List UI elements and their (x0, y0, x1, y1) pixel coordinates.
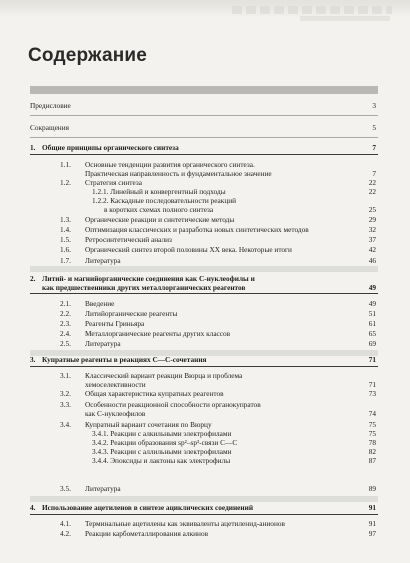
chapter-page: 91 (368, 503, 376, 512)
chapter-title: Купратные реагенты в реакциях С—С-сочетания (42, 355, 207, 364)
section-number: 1.1. (60, 160, 71, 169)
section-number: 1.6. (60, 245, 71, 254)
section-title: Основные тенденции развития органического синтеза. (85, 160, 255, 169)
section-page: 37 (368, 235, 376, 244)
subsection-page: 25 (368, 205, 376, 214)
section-title: Терминальные ацетилены как эквиваленты ацетиленид-анионов (85, 519, 285, 528)
section-number: 2.1. (60, 299, 71, 308)
section-title: Литература (85, 256, 121, 265)
section-page: 97 (368, 529, 376, 538)
toc-entry-title: Сокращения (30, 123, 69, 132)
section-title: Общая характеристика купратных реагентов (85, 389, 224, 398)
section-title: Введение (85, 299, 115, 308)
chapter-page: 71 (368, 355, 376, 364)
section-title: Органические реакции и синтетические методы (85, 215, 235, 224)
section-number: 3.1. (60, 371, 71, 380)
chapter-title: Использование ацетиленов в синтезе ациклических соединений (42, 503, 254, 512)
toc-entry-page: 3 (372, 101, 376, 110)
section-title: Оптимизация классических и разработка новых синтетических методов (85, 225, 309, 234)
chapter-title: Литий- и магнийорганические соединения как С-нуклеофилы и (42, 274, 255, 283)
section-page: 49 (368, 299, 376, 308)
section-title: Купратный вариант сочетания по Вюрцу (85, 420, 212, 429)
section-page: 32 (368, 225, 376, 234)
subsection-title: 3.4.1. Реакции с алкильными электрофилами (92, 429, 232, 438)
chapter-number: 1. (30, 143, 36, 152)
section-number: 2.5. (60, 339, 71, 348)
section-page: 89 (368, 484, 376, 493)
ghost-text-strip (232, 6, 392, 14)
divider (30, 115, 378, 116)
section-title: Стратегия синтеза (85, 178, 142, 187)
subsection-title: 3.4.2. Реакции образования sp²–sp³-связи С—С (92, 438, 238, 447)
section-number: 3.4. (60, 420, 71, 429)
chapter-rule (30, 366, 378, 367)
section-number: 1.5. (60, 235, 71, 244)
chapter-separator (30, 496, 378, 502)
section-number: 1.7. (60, 256, 71, 265)
chapter-page: 7 (372, 143, 376, 152)
section-title: Ретросинтетический анализ (85, 235, 172, 244)
section-title: Реакции карбометаллирования алкинов (85, 529, 209, 538)
section-page: 61 (368, 319, 376, 328)
section-page: 91 (368, 519, 376, 528)
toc-entry-page: 5 (372, 123, 376, 132)
page-title: Содержание (28, 45, 148, 66)
section-title: Литература (85, 484, 121, 493)
section-number: 1.2. (60, 178, 71, 187)
chapter-rule (30, 514, 378, 515)
section-page: 22 (368, 178, 376, 187)
chapter-rule (30, 154, 378, 155)
section-number: 4.1. (60, 519, 71, 528)
section-title: Литература (85, 339, 121, 348)
section-title: Классический вариант реакции Вюрца и проблема (85, 371, 243, 380)
subsection-title: 1.2.1. Линейный и конвергентный подходы (92, 187, 226, 196)
section-number: 4.2. (60, 529, 71, 538)
subsection-page: 87 (368, 456, 376, 465)
section-title: Литийорганические реагенты (85, 309, 178, 318)
chapter-title-cont: как предшественники других металлорганических реагентов (42, 283, 246, 292)
subsection-page: 75 (368, 429, 376, 438)
section-title: Металлорганические реагенты других классов (85, 329, 231, 338)
section-page: 7 (372, 169, 376, 178)
section-page: 51 (368, 309, 376, 318)
subsection-title: 3.4.3. Реакции с аллильными электрофилами (92, 447, 232, 456)
subsection-page: 78 (368, 438, 376, 447)
section-number: 3.3. (60, 400, 71, 409)
section-number: 3.2. (60, 389, 71, 398)
ghost-text-strip-2 (300, 16, 390, 21)
chapter-number: 4. (30, 503, 36, 512)
subsection-page: 82 (368, 447, 376, 456)
section-title-cont: как С-нуклеофилов (85, 409, 146, 418)
chapter-number: 3. (30, 355, 36, 364)
section-page: 69 (368, 339, 376, 348)
section-page: 73 (368, 389, 376, 398)
section-number: 2.2. (60, 309, 71, 318)
title-rule (30, 86, 378, 94)
chapter-separator (30, 266, 378, 272)
section-number: 1.4. (60, 225, 71, 234)
subsection-title: 3.4.4. Эпоксиды и лактоны как электрофилы (92, 456, 231, 465)
section-page: 65 (368, 329, 376, 338)
section-page: 75 (368, 420, 376, 429)
subsection-page: 22 (368, 187, 376, 196)
section-title: Реагенты Гриньяра (85, 319, 145, 328)
chapter-rule (30, 293, 378, 294)
section-page: 42 (368, 245, 376, 254)
section-page: 29 (368, 215, 376, 224)
section-number: 2.3. (60, 319, 71, 328)
divider (30, 137, 378, 138)
section-number: 2.4. (60, 329, 71, 338)
toc-entry-title: Предисловие (30, 101, 71, 110)
chapter-number: 2. (30, 274, 36, 283)
section-title-cont: Практическая направленность и фундаментальное значение (85, 169, 272, 178)
section-title-cont: хемоселективности (85, 380, 146, 389)
subsection-title: 1.2.2. Каскадные последовательности реакций (92, 196, 237, 205)
section-page: 71 (368, 380, 376, 389)
section-page: 74 (368, 409, 376, 418)
section-number: 1.3. (60, 215, 71, 224)
section-title: Особенности реакционной способности органокупратов (85, 400, 261, 409)
section-title: Органический синтез второй половины XX века. Некоторые итоги (85, 245, 292, 254)
section-number: 3.5. (60, 484, 71, 493)
subsection-title-cont: в коротких схемах полного синтеза (104, 205, 214, 214)
chapter-title: Общие принципы органического синтеза (42, 143, 179, 152)
chapter-page: 49 (368, 283, 376, 292)
section-page: 46 (368, 256, 376, 265)
